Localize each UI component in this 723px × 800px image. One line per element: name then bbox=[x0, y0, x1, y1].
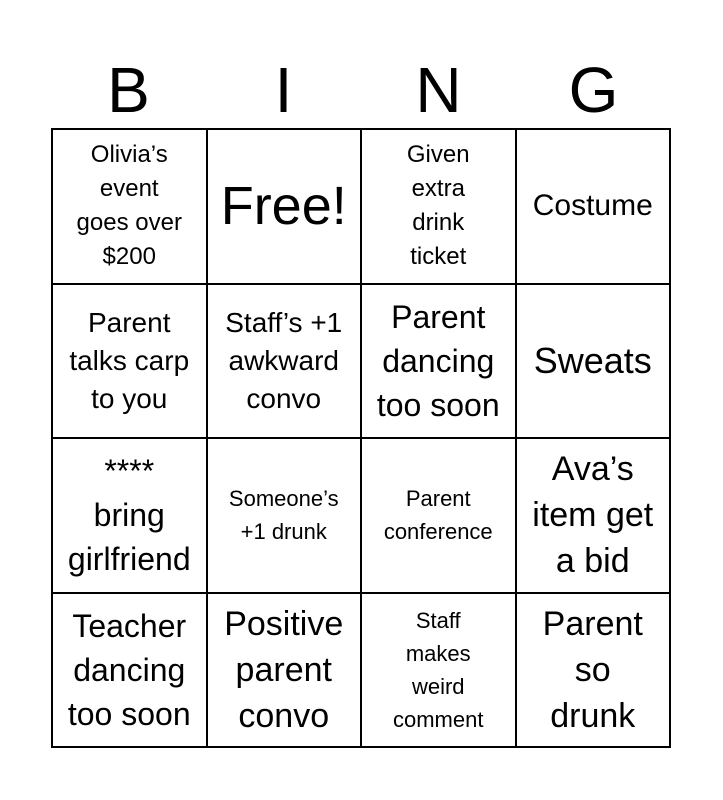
bingo-cell-r2c1[interactable] bbox=[53, 285, 208, 440]
cell-text: Teacher dancing too soon bbox=[67, 607, 191, 732]
bingo-cell-r4c4[interactable] bbox=[517, 594, 672, 749]
cell-text: Staff’s +1 awkward convo bbox=[225, 306, 343, 414]
free-space-cell[interactable] bbox=[208, 130, 363, 285]
cell-text: Parent conference bbox=[383, 486, 493, 545]
cell-text: Staff makes weird comment bbox=[393, 607, 484, 732]
bingo-cell-r1c3[interactable] bbox=[362, 130, 517, 285]
cell-text: **** bring girlfriend bbox=[67, 453, 191, 578]
cell-text: Parent dancing too soon bbox=[376, 298, 500, 423]
cell-text: Given extra drink ticket bbox=[406, 141, 470, 271]
bingo-cell-r3c3[interactable] bbox=[362, 439, 517, 594]
bingo-cell-r3c4[interactable] bbox=[517, 439, 672, 594]
bingo-grid bbox=[51, 128, 671, 748]
bingo-cell-r2c4[interactable] bbox=[517, 285, 672, 440]
cell-text: Sweats bbox=[533, 339, 652, 381]
header-letter-g: G bbox=[568, 54, 619, 126]
header-letter-b: B bbox=[107, 54, 150, 126]
cell-text: Olivia’s event goes over $200 bbox=[76, 141, 182, 271]
free-space-text: Free! bbox=[220, 176, 347, 237]
header-letter-i: I bbox=[274, 54, 293, 126]
header-letter-n: N bbox=[415, 54, 462, 126]
bingo-cell-r3c1[interactable] bbox=[53, 439, 208, 594]
bingo-cell-r4c2[interactable] bbox=[208, 594, 363, 749]
bingo-cell-r1c4[interactable] bbox=[517, 130, 672, 285]
bingo-cell-r3c2[interactable] bbox=[208, 439, 363, 594]
cell-text: Parent so drunk bbox=[542, 604, 643, 735]
cell-text: Costume bbox=[532, 189, 653, 223]
cell-text: Ava’s item get a bid bbox=[532, 450, 654, 581]
bingo-header bbox=[51, 52, 671, 128]
bingo-cell-r4c3[interactable] bbox=[362, 594, 517, 749]
bingo-cell-r4c1[interactable] bbox=[53, 594, 208, 749]
cell-text: Positive parent convo bbox=[224, 604, 344, 735]
cell-text: Parent talks carp to you bbox=[69, 306, 190, 414]
bingo-cell-r1c1[interactable] bbox=[53, 130, 208, 285]
bingo-cell-r2c3[interactable] bbox=[362, 285, 517, 440]
bingo-cell-r2c2[interactable] bbox=[208, 285, 363, 440]
cell-text: Someone’s +1 drunk bbox=[228, 486, 339, 545]
